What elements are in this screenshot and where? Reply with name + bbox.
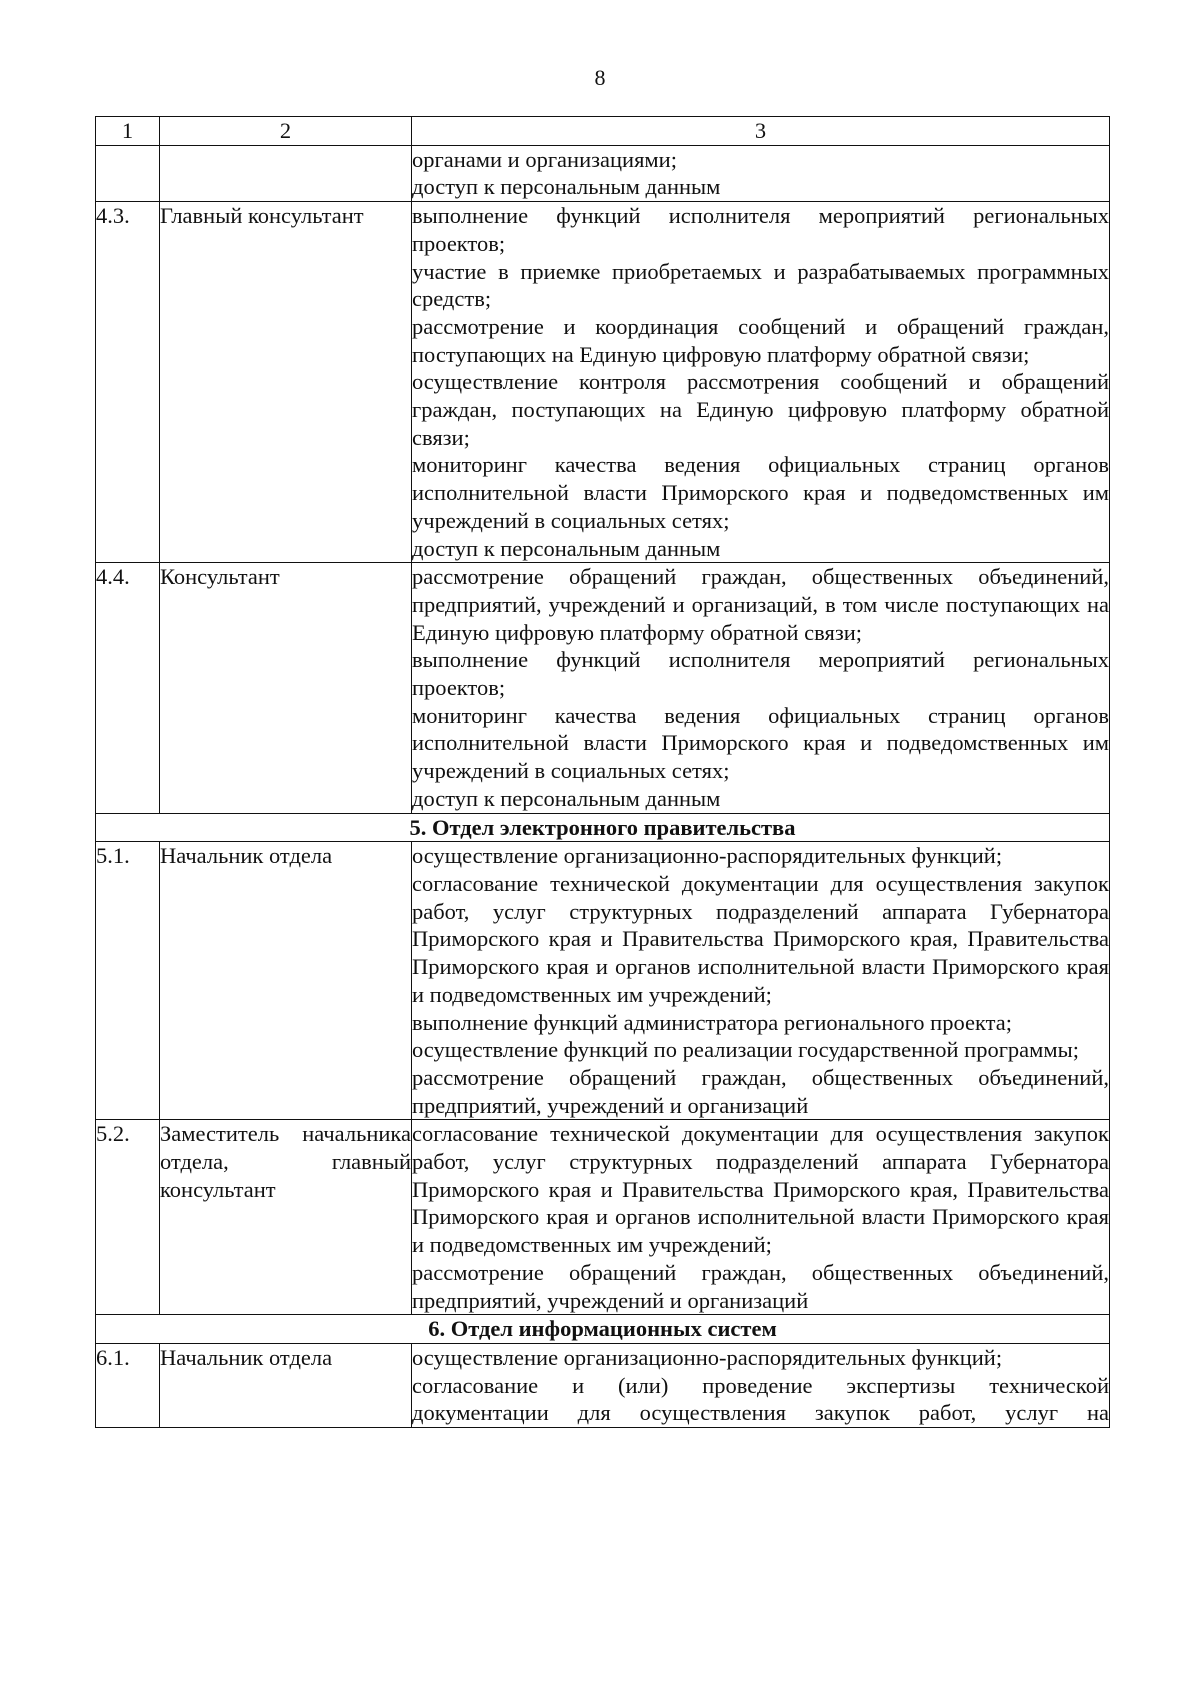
duty-item: согласование технической документации для осуществления закупок работ, услуг структурных подразделений аппарата Губернатора Приморского края и Правительства Приморского края, Правительства Приморского края и органов исполнительной власти Приморского края и подведомственных им учреждений; xyxy=(412,1121,1109,1258)
table-header-row xyxy=(96,117,1110,146)
position-title: Заместитель начальника отдела, главный консультант xyxy=(160,1120,412,1315)
duty-item: органами и организациями; xyxy=(412,146,677,172)
duties-cell xyxy=(412,1120,1110,1315)
duty-item: доступ к персональным данным xyxy=(412,174,721,200)
table-row xyxy=(96,145,1110,201)
table-row xyxy=(96,1343,1110,1427)
section-heading-row xyxy=(96,813,1110,842)
duty-item: выполнение функций исполнителя мероприятий региональных проектов; xyxy=(412,203,1109,256)
page-number: 8 xyxy=(594,65,606,90)
section-title: 6. Отдел информационных систем xyxy=(96,1315,1110,1344)
row-number xyxy=(96,145,160,201)
table-row xyxy=(96,842,1110,1120)
duty-item: согласование технической документации для осуществления закупок работ, услуг структурных подразделений аппарата Губернатора Приморского края и Правительства Приморского края, Правительства Приморского края и органов исполнительной власти Приморского края и подведомственных им учреждений; xyxy=(412,870,1109,1007)
duty-item: рассмотрение обращений граждан, общественных объединений, предприятий, учреждений и организаций xyxy=(412,1259,1109,1313)
duty-item: выполнение функций администратора регионального проекта; xyxy=(412,1009,1012,1035)
section-heading-row xyxy=(96,1315,1110,1344)
duty-item: осуществление организационно-распорядительных функций; xyxy=(412,843,1003,869)
table-row xyxy=(96,1120,1110,1315)
duties-cell xyxy=(412,1343,1110,1427)
section-title: 5. Отдел электронного правительства xyxy=(96,813,1110,842)
duties-cell xyxy=(412,202,1110,563)
duty-item: рассмотрение и координация сообщений и обращений граждан, поступающих на Единую цифровую платформу обратной связи; xyxy=(412,313,1109,367)
row-number: 5.1. xyxy=(96,842,160,1120)
position-title: Консультант xyxy=(160,563,412,813)
table-row xyxy=(96,202,1110,563)
duties-cell xyxy=(412,842,1110,1120)
duty-item: рассмотрение обращений граждан, общественных объединений, предприятий, учреждений и организаций xyxy=(412,1064,1109,1118)
duty-item: осуществление функций по реализации государственной программы; xyxy=(412,1037,1080,1063)
header-col-2: 2 xyxy=(160,117,412,146)
header-col-1: 1 xyxy=(96,117,160,146)
duty-item: участие в приемке приобретаемых и разрабатываемых программных средств; xyxy=(412,258,1109,312)
duty-item: согласование и (или) проведение экспертизы технической документации для осуществления закупок работ, услуг на xyxy=(412,1372,1109,1426)
duty-item: осуществление контроля рассмотрения сообщений и обращений граждан, поступающих на Единую цифровую платформу обратной связи; xyxy=(412,369,1109,450)
position-title: Главный консультант xyxy=(160,202,412,563)
row-number: 6.1. xyxy=(96,1343,160,1427)
duty-item: мониторинг качества ведения официальных страниц органов исполнительной власти Приморского края и подведомственных им учреждений в социальных сетях; xyxy=(412,452,1109,533)
duty-item: мониторинг качества ведения официальных страниц органов исполнительной власти Приморского края и подведомственных им учреждений в социальных сетях; xyxy=(412,702,1109,784)
row-number: 5.2. xyxy=(96,1120,160,1315)
duty-item: доступ к персональным данным xyxy=(412,785,721,811)
position-title xyxy=(160,145,412,201)
position-title: Начальник отдела xyxy=(160,1343,412,1427)
duties-cell xyxy=(412,145,1110,201)
duty-item: осуществление организационно-распорядительных функций; xyxy=(412,1344,1003,1370)
table-row xyxy=(96,563,1110,813)
duties-cell xyxy=(412,563,1110,813)
duty-item: доступ к персональным данным xyxy=(412,535,721,561)
header-col-3: 3 xyxy=(412,117,1110,146)
position-title: Начальник отдела xyxy=(160,842,412,1120)
row-number: 4.3. xyxy=(96,202,160,563)
duties-table xyxy=(95,116,1110,1428)
row-number: 4.4. xyxy=(96,563,160,813)
duty-item: выполнение функций исполнителя мероприятий региональных проектов; xyxy=(412,647,1109,701)
duty-item: рассмотрение обращений граждан, общественных объединений, предприятий, учреждений и организаций, в том числе поступающих на Единую цифровую платформу обратной связи; xyxy=(412,564,1109,645)
